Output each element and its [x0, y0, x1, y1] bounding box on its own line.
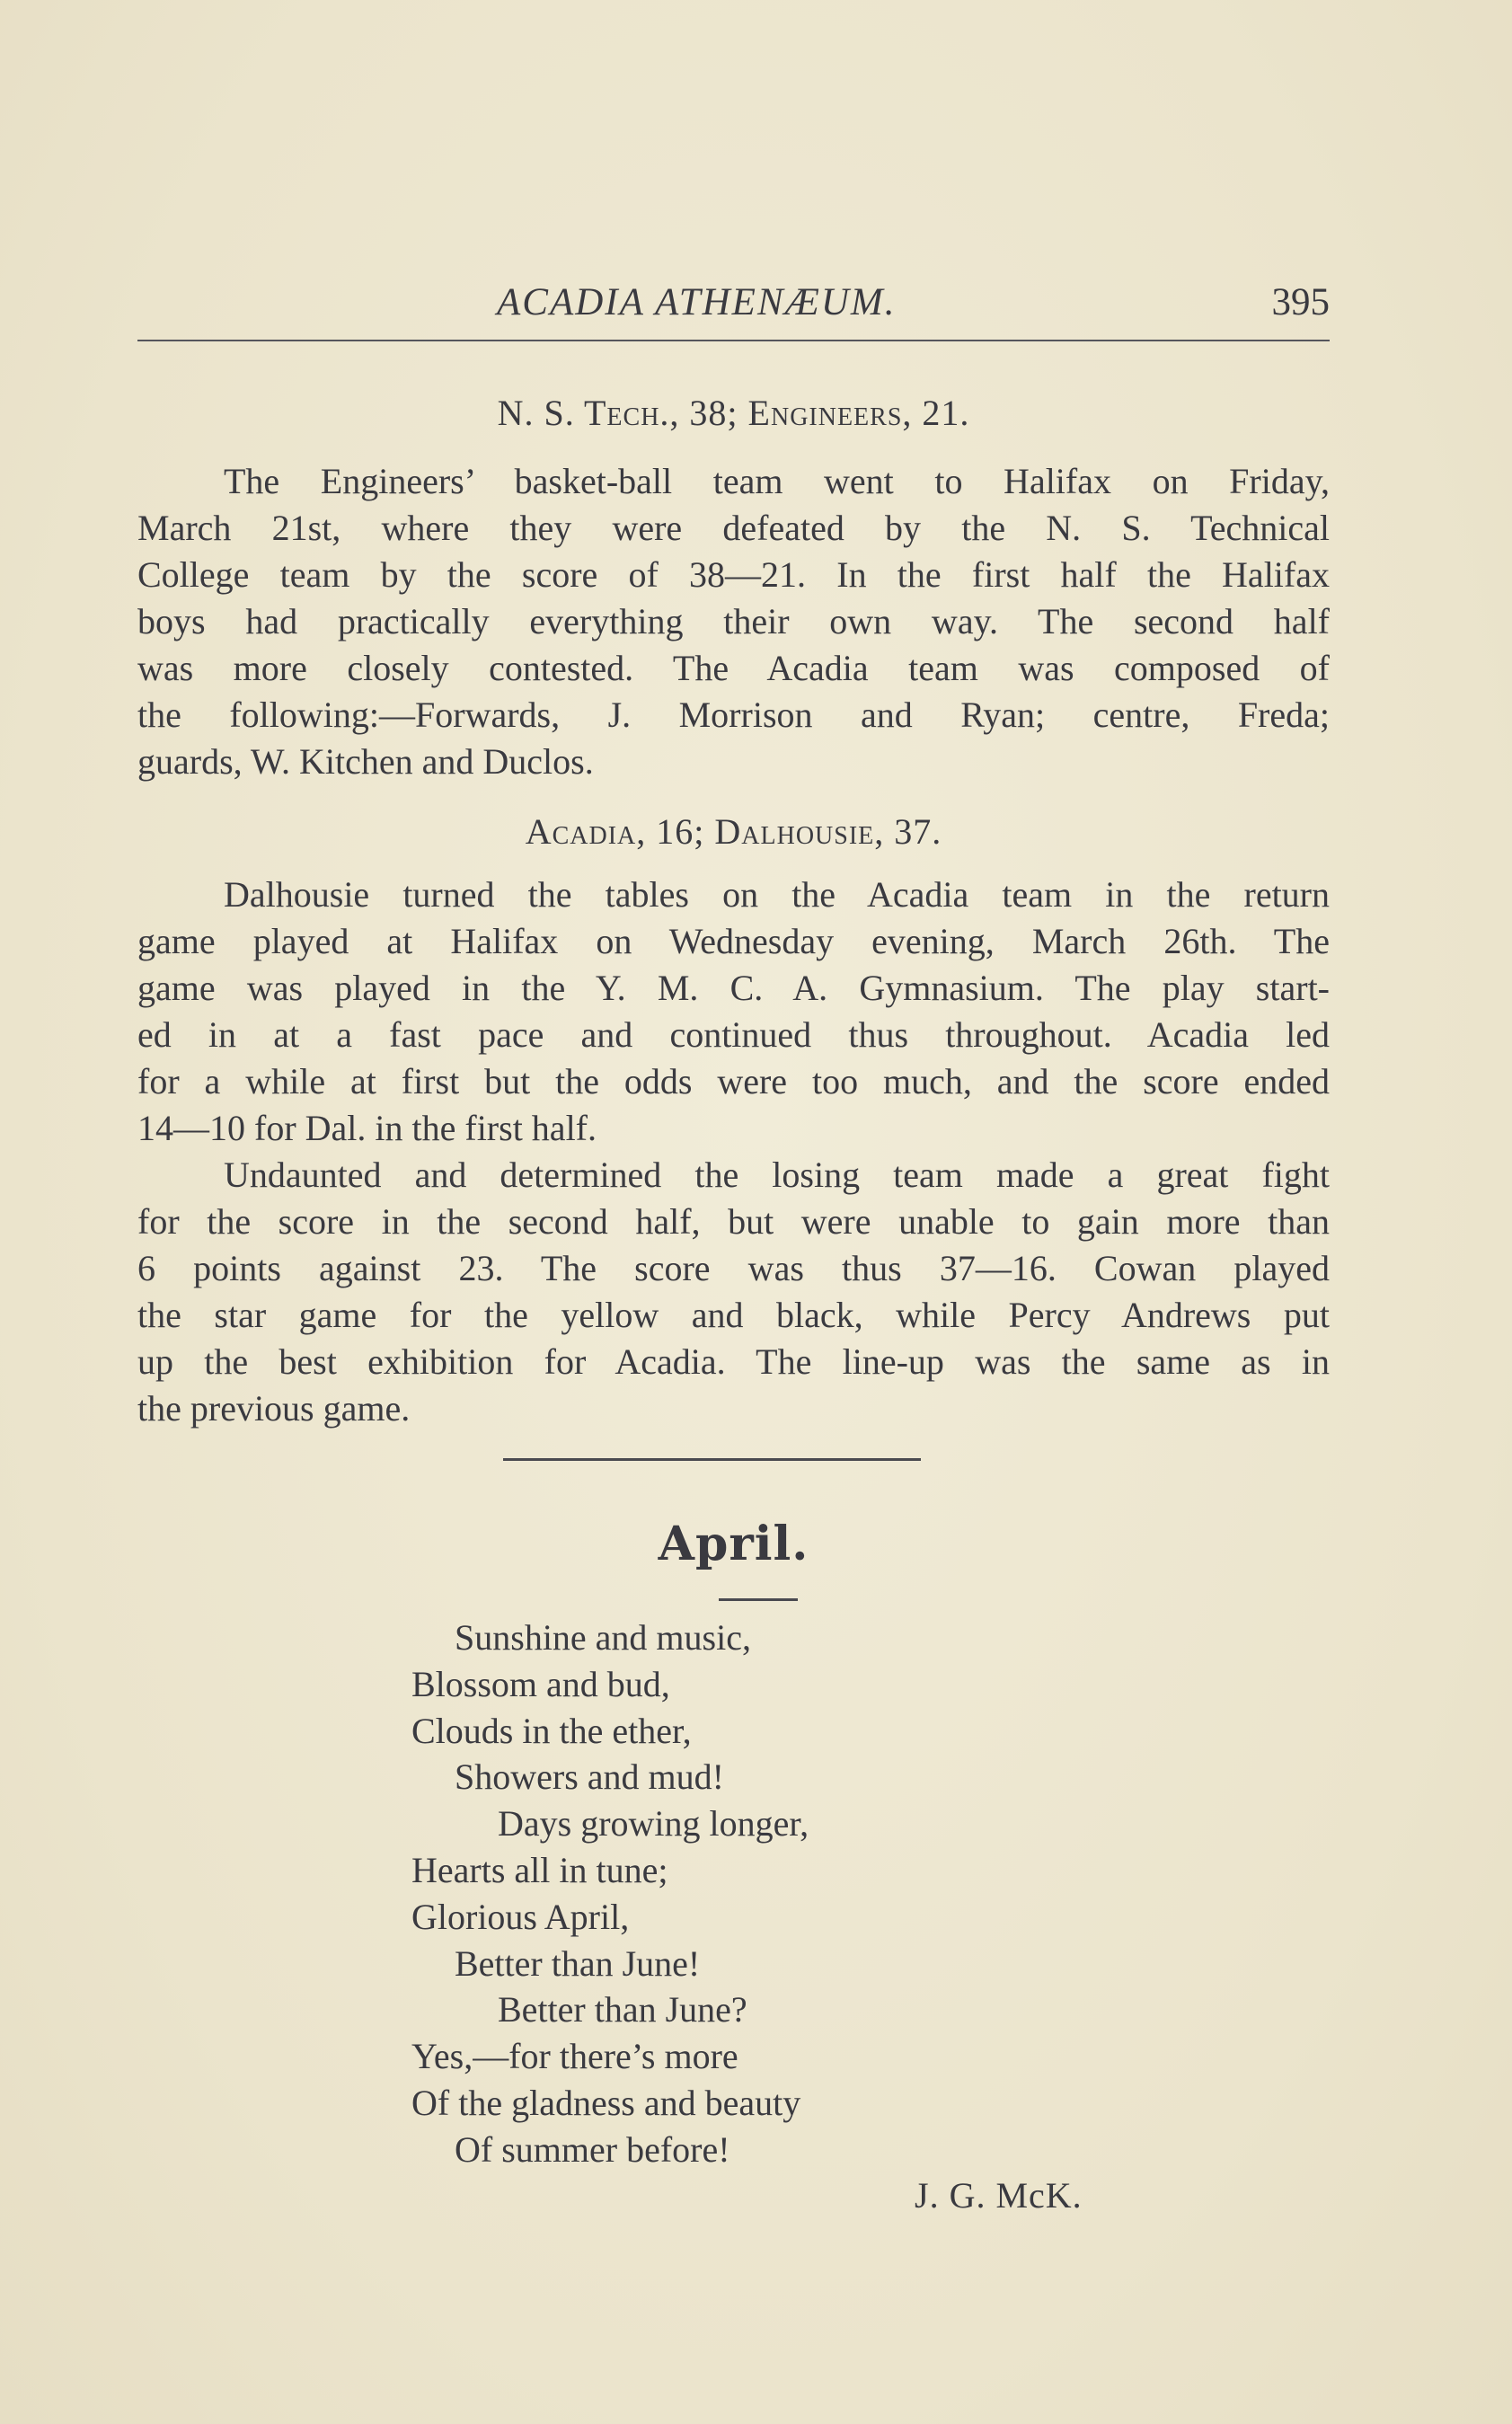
poem-line: Of the gladness and beauty	[411, 2082, 801, 2123]
text-line: Dalhousie turned the tables on the Acadia team in the return	[224, 874, 1330, 915]
poem-line: Yes,—for there’s more	[411, 2036, 738, 2077]
text-line: up the best exhibition for Acadia. The line-up was the same as in	[137, 1341, 1330, 1382]
poem-line: Glorious April,	[411, 1896, 630, 1937]
section-heading-acadia-dalhousie: Acadia, 16; Dalhousie, 37.	[525, 811, 942, 852]
poem-line: Of summer before!	[455, 2128, 730, 2170]
poem-line: Sunshine and music,	[455, 1617, 751, 1658]
page-number: 395	[1271, 281, 1330, 323]
text-line: for the score in the second half, but were unable to gain more than	[137, 1201, 1330, 1242]
poem-signature: J. G. McK.	[915, 2175, 1083, 2216]
text-line: guards, W. Kitchen and Duclos.	[137, 741, 594, 782]
text-line: the following:—Forwards, J. Morrison and Ryan; centre, Freda;	[137, 694, 1330, 735]
paragraph-dalhousie-1	[137, 871, 1330, 1152]
running-header	[137, 280, 1330, 338]
section-heading-tech-engineers: N. S. Tech., 38; Engineers, 21.	[497, 393, 970, 433]
poem-line: Better than June!	[455, 1942, 701, 1984]
poem-title: April.	[658, 1517, 809, 1571]
poem-line: Hearts all in tune;	[411, 1849, 668, 1890]
text-line: the previous game.	[137, 1388, 411, 1429]
text-line: Undaunted and determined the losing team made a great fight	[224, 1154, 1330, 1195]
text-line: boys had practically everything their own way. The second half	[137, 601, 1330, 641]
poem-line: Days growing longer,	[498, 1803, 809, 1845]
header-rule	[137, 340, 1330, 341]
text-line: 6 points against 23. The score was thus 37—16. Cowan played	[137, 1248, 1330, 1288]
poem-body	[411, 1615, 1220, 2173]
text-line: the star game for the yellow and black, while Percy Andrews put	[137, 1295, 1330, 1335]
poem-line: Showers and mud!	[455, 1756, 724, 1798]
text-line: ed in at a fast pace and continued thus throughout. Acadia led	[137, 1014, 1330, 1055]
text-line: for a while at first but the odds were too much, and the score ended	[137, 1061, 1330, 1101]
running-title: ACADIA ATHENÆUM.	[497, 281, 897, 323]
poem-line: Blossom and bud,	[411, 1663, 670, 1704]
text-line: 14—10 for Dal. in the first half.	[137, 1108, 597, 1148]
text-line: The Engineers’ basket-ball team went to Halifax on Friday,	[224, 461, 1330, 501]
poem-title-rule	[719, 1598, 798, 1601]
text-line: College team by the score of 38—21. In the first half the Halifax	[137, 554, 1330, 595]
paragraph-engineers	[137, 458, 1330, 785]
paragraph-dalhousie-2	[137, 1152, 1330, 1432]
section-divider	[503, 1458, 921, 1461]
text-line: game was played in the Y. M. C. A. Gymnasium. The play start-	[137, 968, 1330, 1008]
text-line: was more closely contested. The Acadia team was composed of	[137, 648, 1330, 688]
poem-line: Clouds in the ether,	[411, 1710, 692, 1751]
text-line: March 21st, where they were defeated by the N. S. Technical	[137, 508, 1330, 548]
text-line: game played at Halifax on Wednesday evening, March 26th. The	[137, 921, 1330, 961]
poem-line: Better than June?	[498, 1989, 747, 2030]
